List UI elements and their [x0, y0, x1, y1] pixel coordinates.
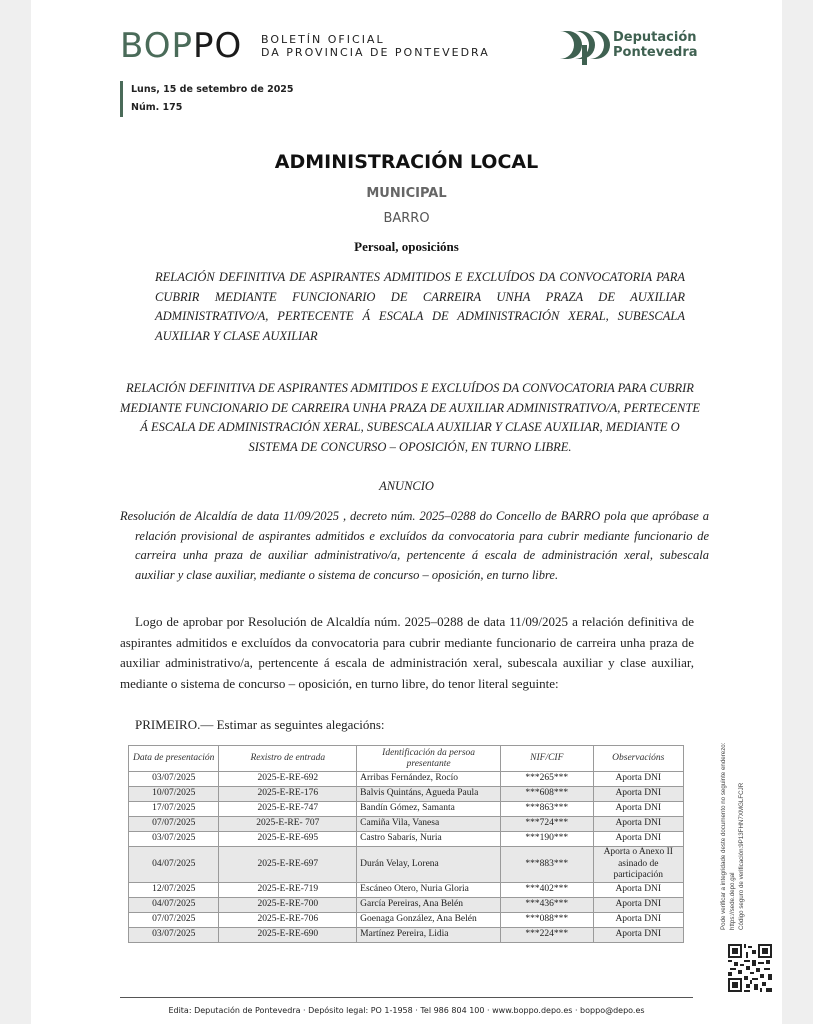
cell-nif: ***724*** [501, 817, 594, 832]
boppo-logo [120, 28, 242, 64]
verification-code: Código seguro de verificación:9P13FHN7XMGLFCJR [738, 782, 745, 930]
table-row [129, 897, 684, 912]
cell-observations: Aporta DNI [593, 927, 683, 942]
publisher-line1: Deputación [613, 30, 697, 45]
cell-registry: 2025-E-RE-697 [219, 847, 357, 883]
cell-registry: 2025-E-RE-690 [219, 927, 357, 942]
anuncio-heading: ANUNCIO [379, 479, 434, 493]
cell-date: 03/07/2025 [129, 927, 219, 942]
deputacion-logo-icon [558, 27, 618, 67]
cell-person: Durán Velay, Lorena [357, 847, 501, 883]
deputacion-name [613, 30, 698, 60]
qr-code-icon[interactable] [728, 944, 772, 992]
cell-registry: 2025-E-RE-719 [219, 882, 357, 897]
resolution-paragraph: Resolución de Alcaldía de data 11/09/2025 , decreto núm. 2025–0288 do Concello de BARRO pola que apróbase a relación provisional de aspirantes admitidos e excluídos da convocatoria para cubrir mediante funcionario de carreira unha praza de auxiliar administrativo/a, pertencente á escala de administración xeral, subescala auxiliar y clase auxiliar, mediante o sistema de concurso – oposición, en turno libre. [120, 509, 709, 582]
summary-text: RELACIÓN DEFINITIVA DE ASPIRANTES ADMITIDOS E EXCLUÍDOS DA CONVOCATORIA PARA CUBRIR MEDIANTE FUNCIONARIO DE CARREIRA UNHA PRAZA DE AUXILIAR ADMINISTRATIVO/A, PERTECENTE Á ESCALA DE ADMINISTRACIÓN XERAL, SUBESCALA AUXILIAR Y CLASE AUXILIAR [155, 270, 685, 343]
cell-person: Balvis Quintáns, Agueda Paula [357, 787, 501, 802]
table-row [129, 802, 684, 817]
cell-person: Castro Sabarís, Nuria [357, 832, 501, 847]
table-row [129, 787, 684, 802]
table-header-row [129, 746, 684, 772]
issue-number: Núm. 175 [131, 102, 183, 113]
cell-observations: Aporta DNI [593, 912, 683, 927]
verification-url[interactable]: https://sede.depo.gal [729, 872, 736, 930]
cell-observations: Aporta DNI [593, 882, 683, 897]
cell-observations: Aporta DNI [593, 787, 683, 802]
first-point: PRIMEIRO.— Estimar as seguintes alegacións: [135, 717, 385, 732]
cell-observations: Aporta DNI [593, 897, 683, 912]
table-row [129, 927, 684, 942]
cell-observations: Aporta DNI [593, 817, 683, 832]
cell-date: 03/07/2025 [129, 832, 219, 847]
cell-person: Camiña Vila, Vanesa [357, 817, 501, 832]
cell-nif: ***088*** [501, 912, 594, 927]
document-page [31, 0, 782, 1024]
logo-text-po: PO [193, 26, 243, 66]
subtitle-line1: BOLETÍN OFICIAL [261, 33, 385, 46]
bulletin-subtitle [261, 33, 490, 59]
section-subtitle: MUNICIPAL [366, 186, 447, 201]
approval-paragraph: Logo de aprobar por Resolución de Alcaldía núm. 2025–0288 de data 11/09/2025 a relación definitiva de aspirantes admitidos e excluídos da convocatoria para cubrir mediante funcionario de carreira unha praza de auxiliar administrativo/a, pertencente á escala de administración xeral, subescala auxiliar y clase auxiliar, mediante o sistema de concurso – oposición, en turno libre, do tenor literal seguinte: [120, 614, 694, 691]
cell-registry: 2025-E-RE- 707 [219, 817, 357, 832]
cell-nif: ***190*** [501, 832, 594, 847]
section-title: ADMINISTRACIÓN LOCAL [274, 151, 539, 173]
cell-registry: 2025-E-RE-700 [219, 897, 357, 912]
cell-observations: Aporta DNI [593, 772, 683, 787]
cell-person: Bandín Gómez, Samanta [357, 802, 501, 817]
cell-nif: ***265*** [501, 772, 594, 787]
municipality: BARRO [383, 211, 430, 226]
footer-divider [120, 997, 693, 998]
cell-date: 07/07/2025 [129, 912, 219, 927]
cell-registry: 2025-E-RE-706 [219, 912, 357, 927]
header-person: Identificación da persoa presentante [357, 746, 501, 772]
cell-nif: ***224*** [501, 927, 594, 942]
table-row [129, 912, 684, 927]
cell-observations: Aporta DNI [593, 802, 683, 817]
cell-nif: ***436*** [501, 897, 594, 912]
category: Persoal, oposicións [354, 239, 459, 254]
cell-nif: ***608*** [501, 787, 594, 802]
cell-date: 04/07/2025 [129, 847, 219, 883]
cell-person: García Pereiras, Ana Belén [357, 897, 501, 912]
footer-text: Edita: Deputación de Pontevedra · Depósito legal: PO 1-1958 · Tel 986 804 100 · www.boppo.depo.es · boppo@depo.es [168, 1006, 645, 1015]
cell-date: 04/07/2025 [129, 897, 219, 912]
cell-nif: ***402*** [501, 882, 594, 897]
cell-nif: ***883*** [501, 847, 594, 883]
subtitle-line2: DA PROVINCIA DE PONTEVEDRA [261, 46, 490, 59]
verification-line1: Pode verificar a integridade deste documento no seguinte enderezo: [720, 742, 727, 930]
cell-person: Goenaga González, Ana Belén [357, 912, 501, 927]
cell-date: 12/07/2025 [129, 882, 219, 897]
announcement-title: RELACIÓN DEFINITIVA DE ASPIRANTES ADMITIDOS E EXCLUÍDOS DA CONVOCATORIA PARA CUBRIR MEDIANTE FUNCIONARIO DE CARREIRA UNHA PRAZA DE AUXILIAR ADMINISTRATIVO/A, PERTECENTE Á ESCALA DE ADMINISTRACIÓN XERAL, SUBESCALA AUXILIAR Y CLASE AUXILIAR, MEDIANTE O SISTEMA DE CONCURSO – OPOSICIÓN, EN TURNO LIBRE. [120, 381, 700, 454]
cell-date: 10/07/2025 [129, 787, 219, 802]
cell-observations: Aporta o Anexo II asinado de participación [593, 847, 683, 883]
header-date: Data de presentación [129, 746, 219, 772]
cell-registry: 2025-E-RE-747 [219, 802, 357, 817]
table-row [129, 882, 684, 897]
publisher-line2: Pontevedra [613, 45, 698, 60]
allegations-table [128, 745, 684, 943]
cell-nif: ***863*** [501, 802, 594, 817]
verification-text [719, 700, 746, 930]
table-row [129, 847, 684, 883]
cell-registry: 2025-E-RE-176 [219, 787, 357, 802]
issue-date: Luns, 15 de setembro de 2025 [131, 84, 294, 95]
logo-text-bop: BOP [120, 26, 193, 66]
cell-person: Martínez Pereira, Lidia [357, 927, 501, 942]
header-registry: Rexistro de entrada [219, 746, 357, 772]
cell-registry: 2025-E-RE-695 [219, 832, 357, 847]
cell-registry: 2025-E-RE-692 [219, 772, 357, 787]
issue-info [120, 81, 294, 117]
table-row [129, 817, 684, 832]
header-nif: NIF/CIF [501, 746, 594, 772]
cell-date: 07/07/2025 [129, 817, 219, 832]
header-observations: Observacións [593, 746, 683, 772]
cell-date: 03/07/2025 [129, 772, 219, 787]
cell-date: 17/07/2025 [129, 802, 219, 817]
cell-person: Escáneo Otero, Nuria Gloria [357, 882, 501, 897]
table-row [129, 772, 684, 787]
table-row [129, 832, 684, 847]
cell-person: Arribas Fernández, Rocío [357, 772, 501, 787]
cell-observations: Aporta DNI [593, 832, 683, 847]
